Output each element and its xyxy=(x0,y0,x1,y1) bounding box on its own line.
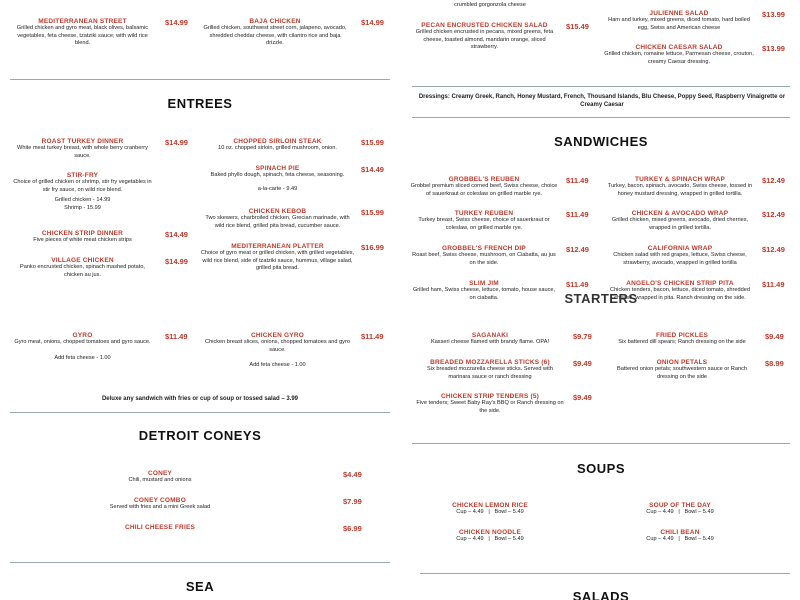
menu-item xyxy=(90,497,230,512)
menu-item xyxy=(10,172,155,212)
item-option: Grilled chicken - 14.99 xyxy=(54,197,111,204)
menu-item xyxy=(412,22,557,52)
section-title-sea: SEA xyxy=(185,579,215,594)
menu-item xyxy=(90,470,230,485)
item-name: CHICKEN NOODLE xyxy=(458,529,522,536)
divider xyxy=(412,86,790,87)
item-desc: Grilled chicken, mixed greens, avocado, dried cherries, wrapped in grilled tortilla. xyxy=(611,217,749,231)
item-desc: Kasseri cheese flamed with brandy flame. OPA! xyxy=(430,339,550,345)
item-desc: Grilled chicken, romaine lettuce, Parmesan cheese, crouton, creamy Caesar dressing. xyxy=(604,51,754,65)
cup-price: Cup – 4.49 xyxy=(646,509,674,515)
price-separator: | xyxy=(678,509,680,515)
divider xyxy=(10,79,390,80)
item-desc: Grilled ham, Swiss cheese, lettuce, tomato, house sauce, on ciabatta. xyxy=(412,287,556,301)
item-name: CHILI BEAN xyxy=(660,529,700,536)
item-price: $11.49 xyxy=(361,332,384,341)
item-name: VILLAGE CHICKEN xyxy=(51,257,114,264)
menu-item xyxy=(415,393,565,415)
item-name: SAGANAKI xyxy=(471,332,509,339)
section-title-sandwiches: SANDWICHES xyxy=(554,134,648,149)
divider xyxy=(420,573,790,574)
menu-item xyxy=(10,332,155,362)
item-price: $14.99 xyxy=(361,18,384,27)
item-price: $15.99 xyxy=(361,208,384,217)
item-price: $4.49 xyxy=(343,470,362,479)
menu-item xyxy=(10,138,155,160)
item-name: CONEY xyxy=(147,470,173,477)
item-name: FRIED PICKLES xyxy=(655,332,709,339)
menu-item xyxy=(200,208,355,230)
item-desc: Chicken tenders, bacon, lettuce, diced tomato, shredded cheese, wrapped in pita. Ranch dressing on the side. xyxy=(610,287,750,301)
menu-item xyxy=(612,332,752,347)
price-separator: | xyxy=(488,536,490,542)
item-name: TURKEY REUBEN xyxy=(454,210,514,217)
item-desc: Turkey breast, Swiss cheese, choice of sauerkraut or coleslaw, on grilled marble rye. xyxy=(418,217,550,231)
divider xyxy=(412,443,790,444)
menu-item xyxy=(200,18,350,48)
item-desc: Battered onion petals; southwestern sauce or Ranch dressing on the side xyxy=(617,366,747,380)
item-price: $9.79 xyxy=(573,332,592,341)
item-option: Shrimp - 15.99 xyxy=(64,204,101,211)
menu-item xyxy=(612,359,752,381)
item-desc: Roast beef, Swiss cheese, mushroom, on Ciabatta, au jus on the side. xyxy=(412,252,556,266)
item-name: STIR-FRY xyxy=(66,172,99,179)
item-desc: Grilled chicken and gyro meat, black olives, balsamic vegetables, feta cheese, tzatziki sauce; with wild rice blend. xyxy=(16,25,149,47)
item-desc: Panko encrusted chicken, spinach mashed potato, chicken au jus. xyxy=(19,264,145,278)
menu-item xyxy=(10,257,155,279)
item-name: CHICKEN CAESAR SALAD xyxy=(635,44,723,51)
item-name: SOUP OF THE DAY xyxy=(649,502,711,509)
item-price: $9.49 xyxy=(573,393,592,402)
item-price: $9.49 xyxy=(765,332,784,341)
item-name: MEDITERRANEAN PLATTER xyxy=(231,243,324,250)
item-price: $12.49 xyxy=(762,210,785,219)
item-name: PECAN ENCRUSTED CHICKEN SALAD xyxy=(421,22,548,29)
menu-item xyxy=(440,502,540,515)
item-name: SPINACH PIE xyxy=(255,165,300,172)
item-price: $13.99 xyxy=(762,10,785,19)
cup-price: Cup – 4.49 xyxy=(456,536,484,542)
menu-item xyxy=(604,44,754,66)
item-name: TURKEY & SPINACH WRAP xyxy=(634,176,726,183)
menu-item xyxy=(200,243,355,273)
item-name: JULIENNE SALAD xyxy=(649,10,709,17)
section-title-soups: SOUPS xyxy=(576,461,625,476)
dressings-note: Dressings: Creamy Greek, Ranch, Honey Mustard, French, Thousand Islands, Blu Cheese, Poppy Seed, Raspberry Vinaigrette or Creamy Caesar xyxy=(418,94,786,108)
item-addon: Add feta cheese - 1.00 xyxy=(249,362,306,369)
item-desc: Gyro meat, onions, chopped tomatoes and gyro sauce. xyxy=(14,339,151,345)
item-name: CHICKEN & AVOCADO WRAP xyxy=(631,210,729,217)
menu-item xyxy=(90,524,230,531)
item-price: $12.49 xyxy=(566,245,589,254)
item-price: $7.99 xyxy=(343,497,362,506)
item-desc: Choice of gyro meat or grilled chicken, with grilled vegetables, wild rice blend, side of tzatziki sauce, hummus, village salad, grilled pita bread. xyxy=(200,250,355,272)
item-name: CHILI CHEESE FRIES xyxy=(124,524,196,531)
item-price: $6.99 xyxy=(343,524,362,533)
item-price: $16.99 xyxy=(361,243,384,252)
item-desc: 10 oz. chopped sirloin, grilled mushroom, onion. xyxy=(218,145,337,151)
item-price: $8.99 xyxy=(765,359,784,368)
divider xyxy=(10,412,390,413)
item-price: $14.49 xyxy=(361,165,384,174)
item-addon: Add feta cheese - 1.00 xyxy=(54,354,111,361)
item-price: $11.49 xyxy=(762,280,785,289)
item-name: CHICKEN KEBOB xyxy=(248,208,307,215)
item-price: $11.49 xyxy=(165,332,188,341)
menu-item xyxy=(200,138,355,153)
section-title-entrees: ENTREES xyxy=(167,96,233,111)
item-price: $13.99 xyxy=(762,44,785,53)
item-name: CHICKEN GYRO xyxy=(251,332,304,339)
item-name: CALIFORNIA WRAP xyxy=(647,245,713,252)
description-fragment: crumbled gorgonzola cheese xyxy=(454,2,526,8)
item-name: GROBBEL'S REUBEN xyxy=(448,176,520,183)
menu-item xyxy=(420,359,560,381)
item-price: $9.49 xyxy=(573,359,592,368)
item-desc: Grilled chicken encrusted in pecans, mixed greens, feta cheese, toasted almond, mandarin orange, sliced strawberry. xyxy=(415,29,554,51)
item-price: $12.49 xyxy=(762,245,785,254)
item-desc: Two skewers, charbroiled chicken, Grecian marinade, with wild rice blend, grilled pita bread, cucumber sauce. xyxy=(205,215,350,229)
item-price: $15.99 xyxy=(361,138,384,147)
item-name: SLIM JIM xyxy=(469,280,499,287)
item-option: a-la-carte - 9.49 xyxy=(257,185,298,192)
item-name: CHICKEN STRIP TENDERS (5) xyxy=(440,393,540,400)
bowl-price: Bowl – 5.49 xyxy=(684,536,714,542)
item-name: GYRO xyxy=(72,332,93,339)
item-name: GROBBEL'S FRENCH DIP xyxy=(442,245,526,252)
item-desc: Five pieces of white meat chicken strips xyxy=(33,237,132,243)
item-name: ROAST TURKEY DINNER xyxy=(41,138,124,145)
item-price: $11.49 xyxy=(566,210,589,219)
item-name: MEDITERRANEAN STREET xyxy=(38,18,127,25)
item-price: $14.99 xyxy=(165,138,188,147)
menu-item xyxy=(410,245,558,267)
menu-item xyxy=(606,245,754,267)
cup-price: Cup – 4.49 xyxy=(646,536,674,542)
item-price: $14.99 xyxy=(165,257,188,266)
item-name: BREADED MOZZARELLA STICKS (6) xyxy=(430,359,550,366)
item-price: $14.49 xyxy=(165,230,188,239)
item-desc: Chicken breast slices, onions, chopped tomatoes and gyro sauce. xyxy=(205,339,350,353)
section-title-salads: SALADS xyxy=(572,589,630,600)
menu-item xyxy=(630,529,730,542)
item-desc: Six breaded mozzarella cheese sticks. Served with marinara sauce or ranch dressing xyxy=(427,366,553,380)
bowl-price: Bowl – 5.49 xyxy=(494,509,524,515)
item-name: CONEY COMBO xyxy=(134,497,186,504)
menu-item xyxy=(200,165,355,193)
menu-item xyxy=(420,332,560,347)
menu-item xyxy=(10,18,155,48)
item-desc: Five tenders; Sweet Baby Ray's BBQ or Ranch dressing on the side. xyxy=(416,400,564,414)
menu-item xyxy=(200,332,355,370)
item-price: $14.99 xyxy=(165,18,188,27)
item-price: $12.49 xyxy=(762,176,785,185)
divider xyxy=(10,562,390,563)
menu-item xyxy=(630,502,730,515)
item-name: CHICKEN LEMON RICE xyxy=(452,502,528,509)
bowl-price: Bowl – 5.49 xyxy=(684,509,714,515)
item-desc: Chili, mustard and onions xyxy=(128,477,192,483)
section-title-starters: STARTERS xyxy=(564,291,638,306)
item-name: ANGELO'S CHICKEN STRIP PITA xyxy=(626,280,734,287)
item-name: ONION PETALS xyxy=(656,359,708,366)
section-title-detroit-coneys: DETROIT CONEYS xyxy=(138,428,262,443)
item-desc: Served with fries and a mini Greek salad xyxy=(109,504,211,510)
item-desc: White meat turkey breast, with whole berry cranberry sauce. xyxy=(17,145,148,159)
menu-item xyxy=(606,176,754,198)
menu-item xyxy=(10,230,155,245)
item-desc: Chicken salad with red grapes, lettuce, Swiss cheese, strawberry, avocado, wrapped in grilled tortilla xyxy=(613,252,747,266)
menu-item xyxy=(440,529,540,542)
item-desc: Grilled chicken, southwest street corn, jalapeno, avocado, shredded cheddar cheese, with cilantro rice and baja drizzle. xyxy=(203,25,347,47)
bowl-price: Bowl – 5.49 xyxy=(494,536,524,542)
item-desc: Grobbel premium sliced corned beef, Swiss cheese, choice of sauerkraut or coleslaw on grilled marble rye. xyxy=(410,183,558,197)
item-desc: Ham and turkey, mixed greens, diced tomato, hard boiled egg, Swiss and American cheese xyxy=(608,17,750,31)
item-price: $15.49 xyxy=(566,22,589,31)
menu-item xyxy=(604,10,754,32)
item-desc: Turkey, bacon, spinach, avocado, Swiss cheese, tossed in honey mustard dressing, wrapped in grilled tortilla. xyxy=(607,183,753,197)
item-desc: Baked phyllo dough, spinach, feta cheese, seasoning. xyxy=(210,172,345,178)
cup-price: Cup – 4.49 xyxy=(456,509,484,515)
divider xyxy=(412,117,790,118)
item-desc: Six battered dill spears; Ranch dressing on the side xyxy=(618,339,746,345)
menu-item xyxy=(410,210,558,232)
price-separator: | xyxy=(678,536,680,542)
deluxe-note: Deluxe any sandwich with fries or cup of soup or tossed salad – 3.99 xyxy=(101,396,299,402)
item-name: BAJA CHICKEN xyxy=(249,18,301,25)
item-price: $11.49 xyxy=(566,176,589,185)
price-separator: | xyxy=(488,509,490,515)
menu-item xyxy=(606,210,754,232)
item-price: $11.49 xyxy=(566,280,589,289)
menu-item xyxy=(410,176,558,198)
item-name: CHICKEN STRIP DINNER xyxy=(41,230,124,237)
item-name: CHOPPED SIRLOIN STEAK xyxy=(233,138,322,145)
item-desc: Choice of grilled chicken or shrimp, stir fry vegetables in stir fry sauce, on wild rice blend. xyxy=(13,179,152,193)
